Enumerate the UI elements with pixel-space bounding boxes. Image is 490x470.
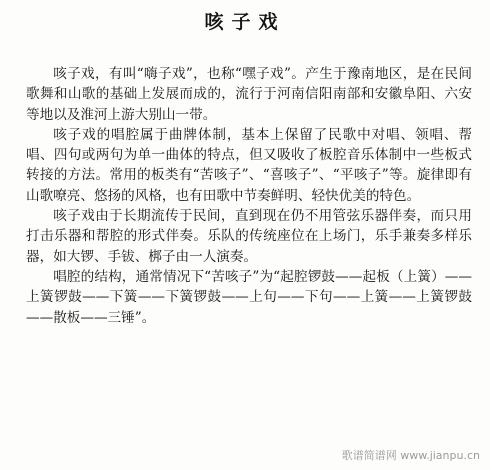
document-title: 咳子戏 — [204, 11, 286, 33]
paragraph-4: 唱腔的结构，通常情况下“苦咳子”为“起腔锣鼓——起板（上簧）——上簧锣鼓——下簧——下簧锣鼓——上句——下句——上簧——上簧锣鼓——散板——三锤”。 — [26, 268, 472, 326]
paragraph-2: 咳子戏的唱腔属于曲牌体制，基本上保留了民歌中对唱、领唱、帮唱、四句或两句为单一曲体的特点，但又吸收了板腔音乐体制中一些板式转接的方法。常用的板类有“苦咳子”、“喜咳子”、“平咳子”等。旋律即有山歌嘹亮、悠扬的风格，也有田歌中节奏鲜明、轻快优美的特色。 — [26, 126, 472, 204]
paragraph-3: 咳子戏由于长期流传于民间，直到现在仍不用管弦乐器伴奏，而只用打击乐器和帮腔的形式伴奏。乐队的传统座位在上场门，乐手兼奏多样乐器，如大锣、手钹、梆子由一人演奏。 — [26, 208, 472, 265]
paragraph-1: 咳子戏，有叫“嗨子戏”，也称“嘿子戏”。产生于豫南地区，是在民间歌舞和山歌的基础上发展而成的，流行于河南信阳南部和安徽阜阳、六安等地以及淮河上游大别山一带。 — [26, 66, 472, 123]
site-watermark: 歌谱简谱网 www.jianpu.cn — [341, 449, 480, 462]
document-body — [26, 64, 472, 328]
